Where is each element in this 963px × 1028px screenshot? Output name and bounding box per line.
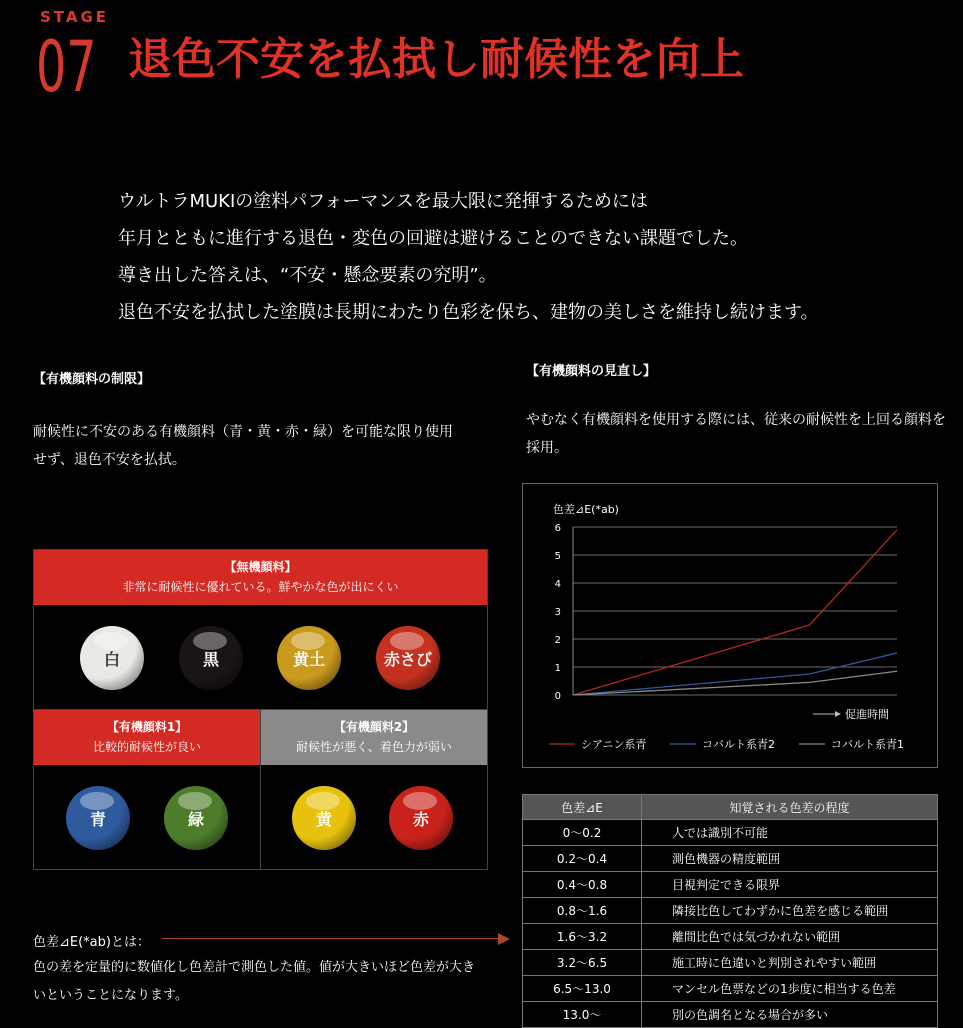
pigment-ball-red [389,786,453,850]
arrow-head-icon [498,933,510,945]
pigment-ball-ochre [277,626,341,690]
color-diff-table [522,794,938,1028]
table-cell: 3.2〜6.5 [523,950,642,976]
stage-number: 07 [36,26,97,108]
pigment-ball-label: 青 [89,809,106,829]
stage-label: STAGE [40,8,110,26]
right-body [526,406,956,462]
color-diff-body-line: いということになります。 [33,988,188,1003]
chart-y-tick: 1 [554,663,561,674]
table-cell: 0〜0.2 [523,820,642,846]
organic2-title: 【有機顔料2】 [333,720,415,734]
pigment-ball-label: 白 [103,649,120,669]
table-row [523,898,938,924]
color-diff-body-line: 色の差を定量的に数値化し色差計で測色した値。値が大きいほど色差が大き [33,960,476,975]
pigment-grid [33,549,488,870]
chart-legend-label: コバルト系青1 [831,738,904,751]
organic1-band [34,710,260,765]
table-cell: 0.4〜0.8 [523,872,642,898]
chart-svg [523,484,939,769]
table-row [523,976,938,1002]
table-cell: 目視判定できる限界 [642,872,938,898]
pigment-ball-label: 黄土 [292,649,325,669]
chart-series-line [573,653,897,695]
table-cell: 隣接比色してわずかに色差を感じる範囲 [642,898,938,924]
pigment-ball-green [164,786,228,850]
pigment-ball-yellow [292,786,356,850]
pigment-ball-label: 黒 [202,649,219,669]
chart-y-tick: 3 [554,607,561,618]
chart-ylabel: 色差⊿E(*ab) [553,503,619,516]
organic2-band [261,710,487,765]
right-body-line: やむなく有機顔料を使用する際には、従来の耐候性を上回る顔料を [526,412,946,428]
chart-y-tick: 5 [554,551,561,562]
color-diff-chart [522,483,938,768]
table-row [523,872,938,898]
pigment-ball-black [179,626,243,690]
table-cell: 別の色調名となる場合が多い [642,1002,938,1028]
chart-legend-label: コバルト系青2 [702,738,775,751]
right-body-line: 採用。 [526,440,568,456]
pigment-ball-red-rust [376,626,440,690]
table-cell: 6.5〜13.0 [523,976,642,1002]
left-body-line: 耐候性に不安のある有機顔料（青・黄・赤・緑）を可能な限り使用 [33,424,453,440]
chart-y-tick: 4 [554,579,561,590]
table-cell: マンセル色票などの1歩度に相当する色差 [642,976,938,1002]
inorganic-band [34,550,487,605]
table-row [523,846,938,872]
table-row [523,924,938,950]
right-heading: 【有機顔料の見直し】 [526,364,657,379]
left-body-line: せず、退色不安を払拭。 [33,452,186,468]
left-body [33,418,503,474]
color-diff-term: 色差⊿E(*ab)とは： [33,935,150,950]
intro-line: ウルトラMUKIの塗料パフォーマンスを最大限に発揮するためには [118,191,648,212]
color-diff-body [33,954,503,1010]
table-header-cell: 知覚される色差の程度 [642,795,938,820]
table-cell: 13.0〜 [523,1002,642,1028]
chart-xlabel-arrowhead [835,711,841,717]
table-cell: 0.2〜0.4 [523,846,642,872]
organic1-desc: 比較的耐候性が良い [92,740,201,754]
table-cell: 人では識別不可能 [642,820,938,846]
table-cell: 0.8〜1.6 [523,898,642,924]
organic1-title: 【有機顔料1】 [106,720,188,734]
table-row [523,950,938,976]
intro-line: 導き出した答えは、“不安・懸念要素の究明”。 [118,265,497,286]
table-cell: 1.6〜3.2 [523,924,642,950]
chart-y-tick: 0 [554,691,561,702]
inorganic-title: 【無機顔料】 [224,560,297,574]
table-header-row [523,795,938,820]
intro-line: 年月とともに進行する退色・変色の回避は避けることのできない課題でした。 [118,228,748,249]
arrow-line [162,938,500,939]
table-row [523,820,938,846]
chart-xlabel: 促進時間 [845,708,889,721]
chart-y-tick: 6 [554,523,561,534]
table-cell: 離間比色では気づかれない範囲 [642,924,938,950]
pigment-ball-blue [66,786,130,850]
intro-text [118,183,898,331]
pigment-ball-label: 赤 [412,809,429,829]
pigment-ball-label: 赤さび [383,649,432,669]
organic2-desc: 耐候性が悪く、着色力が弱い [296,740,452,754]
pigment-ball-white [80,626,144,690]
table-cell: 測色機器の精度範囲 [642,846,938,872]
page-title: 退色不安を払拭し耐候性を向上 [128,34,744,85]
inorganic-desc: 非常に耐候性に優れている。鮮やかな色が出にくい [122,580,399,594]
left-heading: 【有機顔料の制限】 [33,372,151,387]
chart-series-line [573,671,897,695]
grid-divider [260,710,261,869]
table-cell: 施工時に色違いと判別されやすい範囲 [642,950,938,976]
table-header-cell: 色差⊿E [523,795,642,820]
pigment-ball-label: 黄 [315,809,332,829]
intro-line: 退色不安を払拭した塗膜は長期にわたり色彩を保ち、建物の美しさを維持し続けます。 [118,302,819,323]
chart-legend-label: シアニン系青 [581,738,647,751]
chart-y-tick: 2 [554,635,561,646]
pigment-ball-label: 緑 [187,809,204,829]
